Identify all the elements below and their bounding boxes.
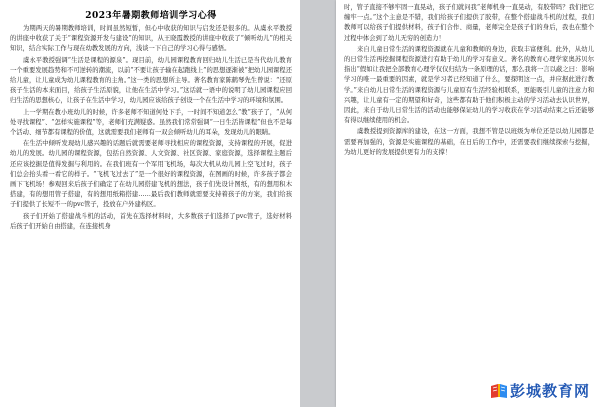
page-content-right — [344, 3, 594, 159]
paragraph: 虞教授提到资源库的建设，在这一方面，我想不管是以班级为单位还是以幼儿园都是需要再加强的，资源是实施课程的基础，在日后的工作中，还需要我们继续探索与挖掘，为幼儿更好的发展提供更有力的支撑！ — [344, 128, 594, 156]
document-page-right — [336, 0, 600, 407]
page-gap — [300, 0, 336, 407]
page-content-left — [10, 6, 292, 233]
paragraph: 为期两天的暑期教师培训，时间虽然短暂，但心中收获的知识与启发还是很多的。从虞永平教授的讲座中收获了关于“课程资源开发与建设”的知识，从王晓霞教授的讲座中收获了“倾听幼儿”的相关知识，结合实际工作与现在幼教发展的方向，浅谈一下自己的学习心得与感悟。 — [10, 25, 292, 53]
document-title: 2023年暑期教师培训学习心得 — [85, 11, 217, 21]
paragraph: 孩子们开始了搭建战斗机的活动，首先在选择材料时，大多数孩子们选择了pvc管子，选好材料后孩子们开始自由搭建，在连接机身 — [10, 212, 292, 230]
paragraph: 在生活中倾听发现幼儿感兴趣的话题后就需要老师寻找相应的课程资源，支持课程的开展，促进幼儿的发展。幼儿园的课程资源，包括自然资源、人文资源、社区资源、家庭资源，选择课程主题后还应该挖掘是值得发掘与利用的。在我们班有一个军用飞机场，每次大机从幼儿园上空飞过时，孩子们总会抬头看一看它的样子。“飞机飞过去了”是一个很好的课程资源，在图画的时候，许多孩子都会画下飞机场！参观回来后孩子们确定了在幼儿园搭建飞机的想法，孩子们先设计图纸，有的想用积木搭建，有的想用管子搭建，有的想用纸箱搭建……最后我们教师就需要支持着孩子的方案，我们给孩子们提供了长短不一的pvc管子，投放在户外建构区。 — [10, 140, 292, 209]
book-icon — [490, 383, 508, 399]
paragraph: 时，管子直接不够牢固一直晃动，孩子们就问我“老师机身一直晃动，有胶带吗？我们把它缠牢一点。”这个主意是不错，我们给孩子们提供了胶带，在整个搭建战斗机的过程，我们教师可以给孩子们提供材料，孩子们合作、商量，老师完全是孩子们的身后，我也在整个过程中体会到了幼儿无穷的创造力！ — [344, 4, 594, 42]
paragraph: 上一学期在教小班幼儿的时候，许多老师不知道何处下手，一时间不知道怎么“教”孩子了，“从何处寻找课程”、“怎样实施课程”等，老师们充满疑惑。虽然我们常常强调“一日生活皆课程”但也不是每个活动、细节都有课程的价值，这就需要我们老师有一双会倾听幼儿的耳朵，发现幼儿的眼睛。 — [10, 108, 292, 137]
paragraph: 虞永平教授强调“生活是课程的源泉”。现目前，幼儿园课程教育回归幼儿生活已是当代幼儿教育一个重要发展趋势和不可逆转的潮流，以前“不要让孩子输在起跑线上”的思想逐渐被“把幼儿园课程还给儿童，让儿童成为幼儿课程教育的主角。”这一类的思想所主导。著名教育家陈鹤琴先生曾说：“还原孩子生活的本来面目，给孩子生活原貌，让他在生活中学习。”这话就一语中的说明了幼儿园课程应回归生活的思想核心，让孩子在生活中学习，幼儿园应该给孩子创设一个在生活中学习的环境和氛围。 — [10, 56, 292, 105]
site-brand-text: 彭城教育网 — [509, 382, 590, 400]
site-watermark-logo — [490, 380, 590, 401]
paragraph: 来自儿童日常生活的课程资源就在儿童和教师的身边，获取丰富便利。此外，从幼儿的日常生活再挖掘课程资源进行有助于幼儿的学习有意义。著名的教育心理学家奥苏贝尔指出“假如让我把全部教育心理学仅仅归结为一条原理的话，那么我将一言以蔽之曰：影响学习的唯一最重要的因素，就是学习者已经知道了什么，要探明这一点，并应据此进行教学。”来自幼儿日常生活的课程资源与儿童原有生活经验相联系，更能吸引儿童的注意力和兴趣，让儿童有一定的期望和好奇，这些都有助于他们积极主动的学习活动去认识世界，因此，来自于幼儿日常生活的活动也能够保证幼儿的学习收获在学习活动结束之后还能够有得以继续使用的机会。 — [344, 45, 594, 125]
